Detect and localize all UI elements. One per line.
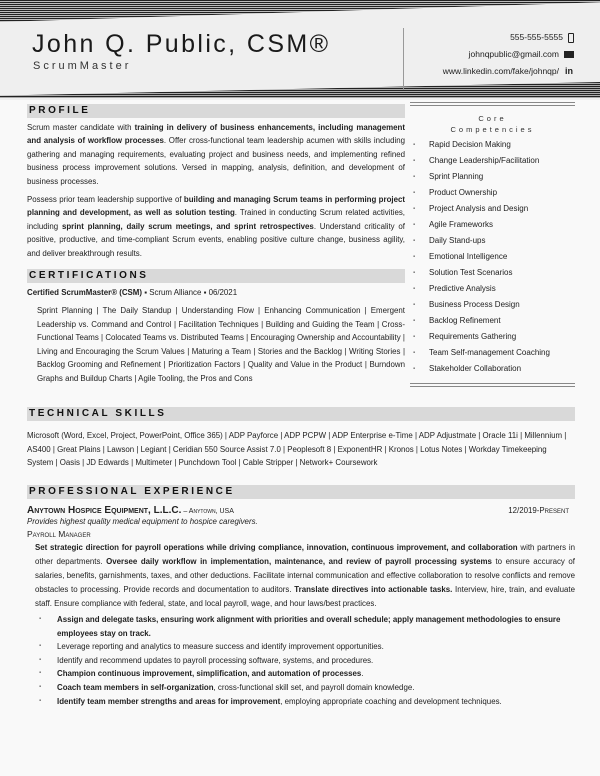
text: , employing appropriate coaching and development techniques. bbox=[280, 696, 502, 706]
company-name: Anytown Hospice Equipment, L.L.C. bbox=[27, 505, 182, 516]
competency-item: ▪ Agile Frameworks bbox=[410, 217, 575, 233]
job-bullet bbox=[35, 695, 575, 709]
competency-item: ▪ Change Leadership/Facilitation bbox=[410, 153, 575, 169]
text: Leverage reporting and analytics to measure success and identify improvement opportunities. bbox=[57, 642, 384, 652]
job-bullet bbox=[35, 613, 575, 640]
profile-paragraph bbox=[27, 193, 405, 260]
profile-paragraph bbox=[27, 121, 405, 188]
certification-date: 06/2021 bbox=[208, 288, 238, 298]
job-bullet bbox=[35, 640, 575, 654]
competency-item: ▪ Team Self-management Coaching bbox=[410, 345, 575, 361]
competency-item: ▪ Solution Test Scenarios bbox=[410, 265, 575, 281]
competency-item: ▪ Sprint Planning bbox=[410, 169, 575, 185]
competency-item: ▪ Requirements Gathering bbox=[410, 329, 575, 345]
bold-text: Assign and delegate tasks, ensuring work alignment with priorities and overall schedule; apply management methodologies to ensure employees stay on track. bbox=[57, 615, 561, 638]
bold-text: sprint planning, daily scrum meetings, and sprint retrospectives bbox=[61, 221, 314, 231]
technical-skills-section bbox=[27, 407, 575, 470]
text: . Understand criticality of positive, productive, and time-compliant Scrum events, enabling positive culture change, business agility, and deliver breakthrough results. bbox=[27, 221, 405, 258]
linkedin-link[interactable]: www.linkedin.com/fake/johnqp/ bbox=[442, 66, 559, 76]
text: . bbox=[361, 669, 364, 679]
text: to ensure accuracy of salaries, benefits, garnishments, taxes, and other deductions. Facilitate internal communication and effective collaboration to resolve conflicts and remove obstacles to processing. Provide records and documentation to auditors. bbox=[35, 557, 575, 594]
text: Scrum master candidate with bbox=[27, 123, 135, 132]
text: Possess prior team leadership supportive of bbox=[27, 195, 184, 205]
experience-heading: PROFESSIONAL EXPERIENCE bbox=[27, 485, 575, 499]
core-competencies-panel bbox=[410, 102, 575, 387]
competencies-list bbox=[410, 137, 575, 377]
job-bullet bbox=[35, 681, 575, 695]
technical-skills-text: Microsoft (Word, Excel, Project, PowerPoint, Office 365) | ADP Payforce | ADP PCPW | ADP Enterprise e-Time | ADP Adjustmate | Oracle 11i | Millennium | AS400 | Great Plains | Lawson | Legiant | Ceridian 550 Source Assist 7.0 | Peoplesoft 8 | ExponentHR | Kronos | Lotus Notes | Workday Timekeeping System | Oasis | JD Edwards | Multimeter | Punchdown Tool | Cable Stripper | Network+ Coursework bbox=[27, 431, 567, 468]
competency-item: ▪ Stakeholder Collaboration bbox=[410, 361, 575, 377]
competency-item: ▪ Backlog Refinement bbox=[410, 313, 575, 329]
candidate-title: ScrumMaster bbox=[33, 60, 132, 72]
competency-item: ▪ Predictive Analysis bbox=[410, 281, 575, 297]
competency-item: ▪ Product Ownership bbox=[410, 185, 575, 201]
bold-text: Set strategic direction for payroll operations while driving compliance, innovation, continuous improvement, and collaboration bbox=[35, 543, 518, 552]
certification-issuer: Scrum Alliance bbox=[149, 288, 202, 298]
competencies-title-line: Competencies bbox=[450, 125, 535, 134]
text: , cross-functional skill set, and payroll domain knowledge. bbox=[213, 682, 415, 692]
candidate-name: John Q. Public, CSM® bbox=[32, 30, 331, 58]
certification-line bbox=[27, 287, 405, 299]
header-divider bbox=[403, 28, 404, 90]
separator: ▪ bbox=[142, 288, 150, 298]
job-header bbox=[27, 505, 575, 516]
bold-text: Champion continuous improvement, simplification, and automation of processes bbox=[57, 669, 362, 679]
company-location: – Anytown, USA bbox=[181, 508, 234, 515]
job-bullet bbox=[35, 654, 575, 668]
phone-number: 555-555-5555 bbox=[510, 32, 563, 42]
text: . Offer cross-functional team leadership acumen with skills including gathering and managing requirements, evaluating project and business needs, and implementing refined business process improvement solutions. Versed in mapping, analysis, definition, and development of business processes. bbox=[27, 136, 405, 186]
resume-header bbox=[0, 0, 600, 100]
competencies-title-line: Core bbox=[478, 114, 507, 123]
envelope-icon bbox=[564, 51, 574, 58]
bold-text: Coach team members in self-organization bbox=[57, 682, 214, 692]
certification-topics: Sprint Planning | The Daily Standup | Understanding Flow | Enhancing Communication | Emergent Leadership vs. Command and Control | Facilitation Techniques | Building and Guiding the Team | Cross-Functional Teams | Colocated Teams vs. Distributed Teams | Encouraging Ownership and Accountability | Living and Encouraging the Scrum Values | Maturing a Team | Stories and the Backlog | Writing Stories | Backlog Grooming and Refinement | Prioritization Factors | Quality and Value in the Product | Burndown Graphs and Buildup Charts | Agile Tooling, the Pros and Cons bbox=[37, 306, 405, 384]
bold-text: building and managing Scrum teams in performing project planning and development, as well as solution testing bbox=[27, 195, 405, 218]
bold-text: Oversee daily workflow in implementation, maintenance, and review of payroll processing systems bbox=[106, 557, 492, 566]
competency-item: ▪ Rapid Decision Making bbox=[410, 137, 575, 153]
experience-section bbox=[27, 485, 575, 708]
technical-skills-heading: TECHNICAL SKILLS bbox=[27, 407, 575, 421]
bold-text: Identify team member strengths and areas for improvement bbox=[57, 696, 281, 706]
competencies-title bbox=[410, 113, 575, 135]
double-rule bbox=[410, 383, 575, 387]
competency-item: ▪ Project Analysis and Design bbox=[410, 201, 575, 217]
bold-text: Translate directives into actionable tasks. bbox=[294, 585, 453, 594]
job-description bbox=[27, 541, 575, 611]
text: . Trained in conducting Scrum related activities, including bbox=[27, 208, 405, 231]
bold-text: training in delivery of business enhancements, including management and analysis of workflow processes bbox=[27, 123, 405, 146]
job-bullet bbox=[35, 667, 575, 681]
text: Interview, hire, train, and evaluate staff. Ensure compliance with federal, state, and local payroll, wage, and hour laws/best practices. bbox=[35, 585, 575, 608]
text: with partners in other departments. bbox=[35, 543, 575, 566]
left-column bbox=[27, 104, 405, 386]
certification-name: Certified ScrumMaster® (CSM) bbox=[27, 288, 142, 298]
job-bullets bbox=[27, 613, 575, 708]
competency-item: ▪ Emotional Intelligence bbox=[410, 249, 575, 265]
email-link[interactable]: johnqpublic@gmail.com bbox=[468, 49, 559, 59]
company-tagline: Provides highest quality medical equipment to hospice caregivers. bbox=[27, 517, 258, 526]
text: Identify and recommend updates to payroll processing software, systems, and procedures. bbox=[57, 655, 374, 665]
contact-info bbox=[443, 29, 574, 80]
profile-heading: PROFILE bbox=[27, 104, 405, 118]
decorative-stripes-top bbox=[0, 0, 600, 22]
linkedin-icon: in bbox=[565, 66, 573, 76]
job-dates: 12/2019-Present bbox=[508, 506, 569, 515]
double-rule bbox=[410, 102, 575, 106]
competency-item: ▪ Business Process Design bbox=[410, 297, 575, 313]
job-role: Payroll Manager bbox=[27, 529, 91, 539]
separator: ▪ bbox=[201, 288, 209, 298]
decorative-stripes-bottom bbox=[0, 82, 600, 98]
phone-icon bbox=[568, 33, 574, 43]
competency-item: ▪ Daily Stand-ups bbox=[410, 233, 575, 249]
certifications-heading: CERTIFICATIONS bbox=[27, 269, 405, 283]
